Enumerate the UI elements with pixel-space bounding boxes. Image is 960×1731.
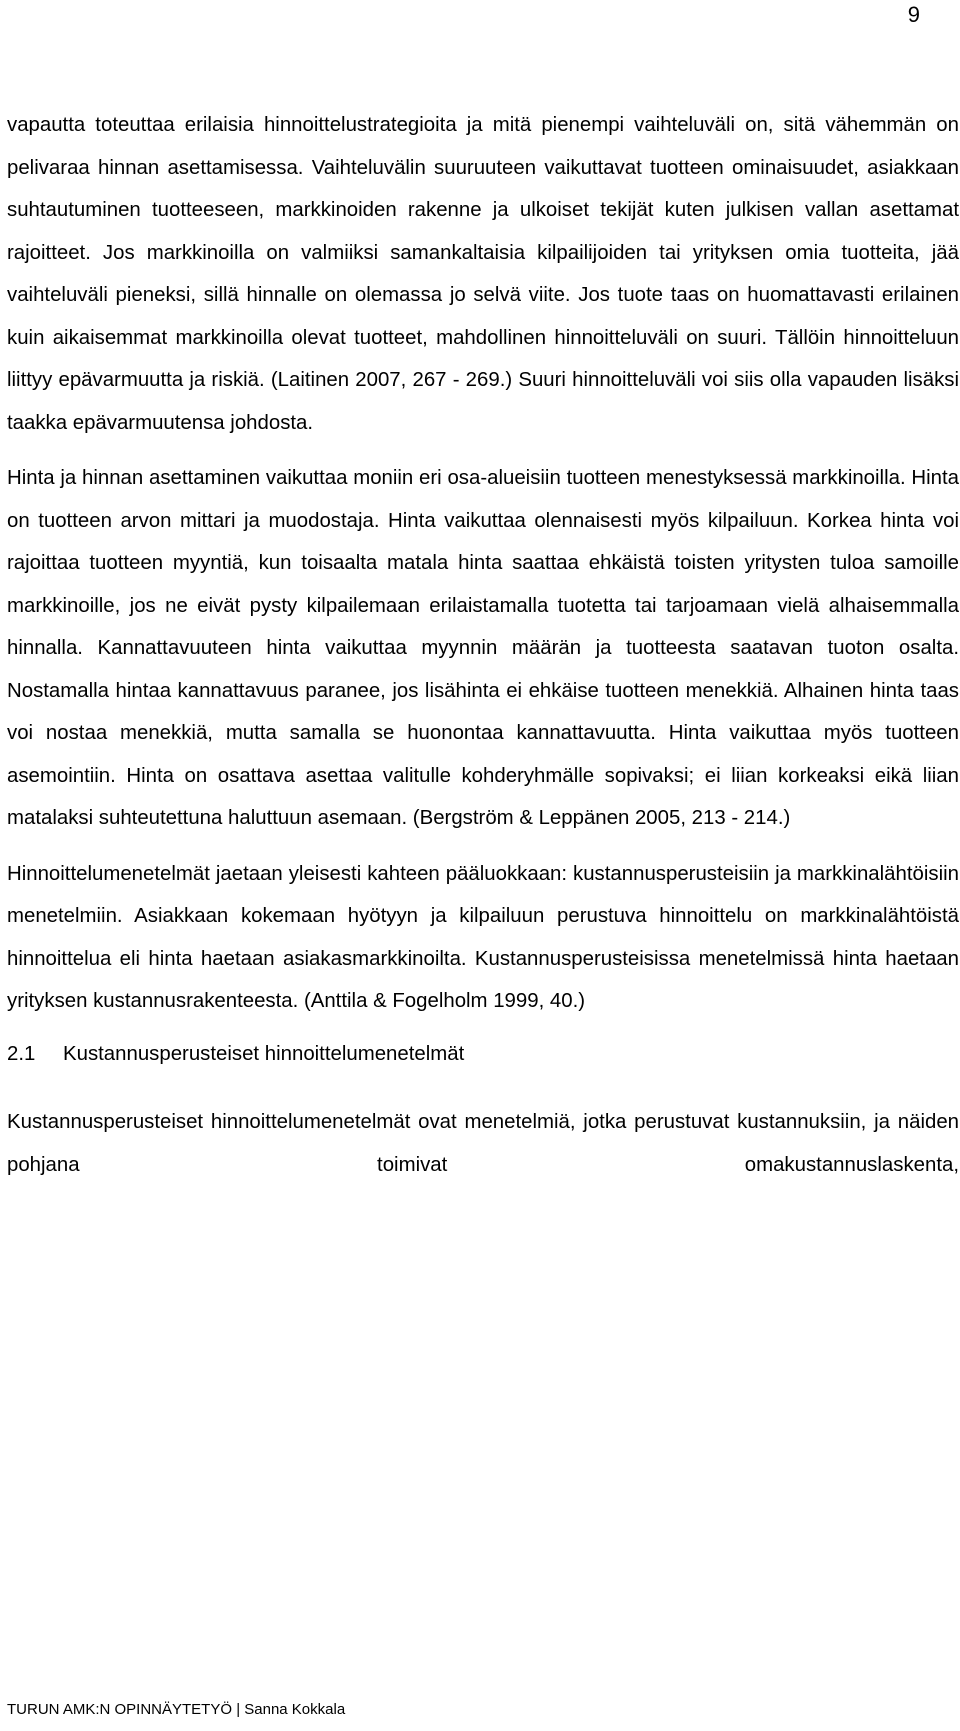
section-number: 2.1	[7, 1042, 36, 1065]
section-title: Kustannusperusteiset hinnoittelumenetelmät	[63, 1042, 465, 1065]
page-footer: TURUN AMK:N OPINNÄYTETYÖ | Sanna Kokkala	[7, 1701, 346, 1718]
paragraph-pricing-methods: Hinnoittelumenetelmät jaetaan yleisesti kahteen pääluokkaan: kustannusperusteisiin ja markkinalähtöisiin menetelmiin. Asiakkaan kokemaan hyötyyn ja kilpailuun perustuva hinnoittelu on markkinalähtöistä hinnoittelua eli hinta haetaan asiakasmarkkinoilta. Kustannusperusteisissa menetelmissä hinta haetaan yrityksen kustannusrakenteesta. (Anttila & Fogelholm 1999, 40.)	[7, 862, 959, 1012]
document-body	[7, 104, 959, 1186]
paragraph-price-effects: Hinta ja hinnan asettaminen vaikuttaa moniin eri osa-alueisiin tuotteen menestyksessä markkinoilla. Hinta on tuotteen arvon mittari ja muodostaja. Hinta vaikuttaa olennaisesti myös kilpailuun. Korkea hinta voi rajoittaa tuotteen myyntiä, kun toisaalta matala hinta saattaa ehkäistä toisten yritysten tuloa samoille markkinoille, jos ne eivät pysty kilpailemaan erilaistamalla tuotetta tai tarjoamaan vielä alhaisemmalla hinnalla. Kannattavuuteen hinta vaikuttaa myynnin määrän ja tuotteesta saatavan tuoton osalta. Nostamalla hintaa kannattavuus paranee, jos lisähinta ei ehkäise tuotteen menekkiä. Alhainen hinta taas voi nostaa menekkiä, mutta samalla se huonontaa kannattavuutta. Hinta vaikuttaa myös tuotteen asemointiin. Hinta on osattava asettaa valitulle kohderyhmälle sopivaksi; ei liian korkeaksi eikä liian matalaksi suhteutettuna haluttuun asemaan. (Bergström & Leppänen 2005, 213 - 214.)	[7, 467, 959, 829]
paragraph-cost-based: Kustannusperusteiset hinnoittelumenetelmät ovat menetelmiä, jotka perustuvat kustannuksiin, ja näiden pohjana toimivat omakustannuslaskenta,	[7, 1111, 959, 1176]
section-heading	[7, 1033, 959, 1076]
paragraph-price-range: vapautta toteuttaa erilaisia hinnoittelustrategioita ja mitä pienempi vaihteluväli on, sitä vähemmän on pelivaraa hinnan asettamisessa. Vaihteluvälin suuruuteen vaikuttavat tuotteen ominaisuudet, asiakkaan suhtautuminen tuotteeseen, markkinoiden rakenne ja ulkoiset tekijät kuten julkisen vallan asettamat rajoitteet. Jos markkinoilla on valmiiksi samankaltaisia kilpailijoiden tai yrityksen omia tuotteita, jää vaihteluväli pieneksi, sillä hinnalle on olemassa jo selvä viite. Jos tuote taas on huomattavasti erilainen kuin aikaisemmat markkinoilla olevat tuotteet, mahdollinen hinnoitteluväli on suuri. Tällöin hinnoitteluun liittyy epävarmuutta ja riskiä. (Laitinen 2007, 267 - 269.) Suuri hinnoitteluväli voi siis olla vapauden lisäksi taakka epävarmuutensa johdosta.	[7, 114, 959, 434]
page-number: 9	[907, 2, 920, 27]
